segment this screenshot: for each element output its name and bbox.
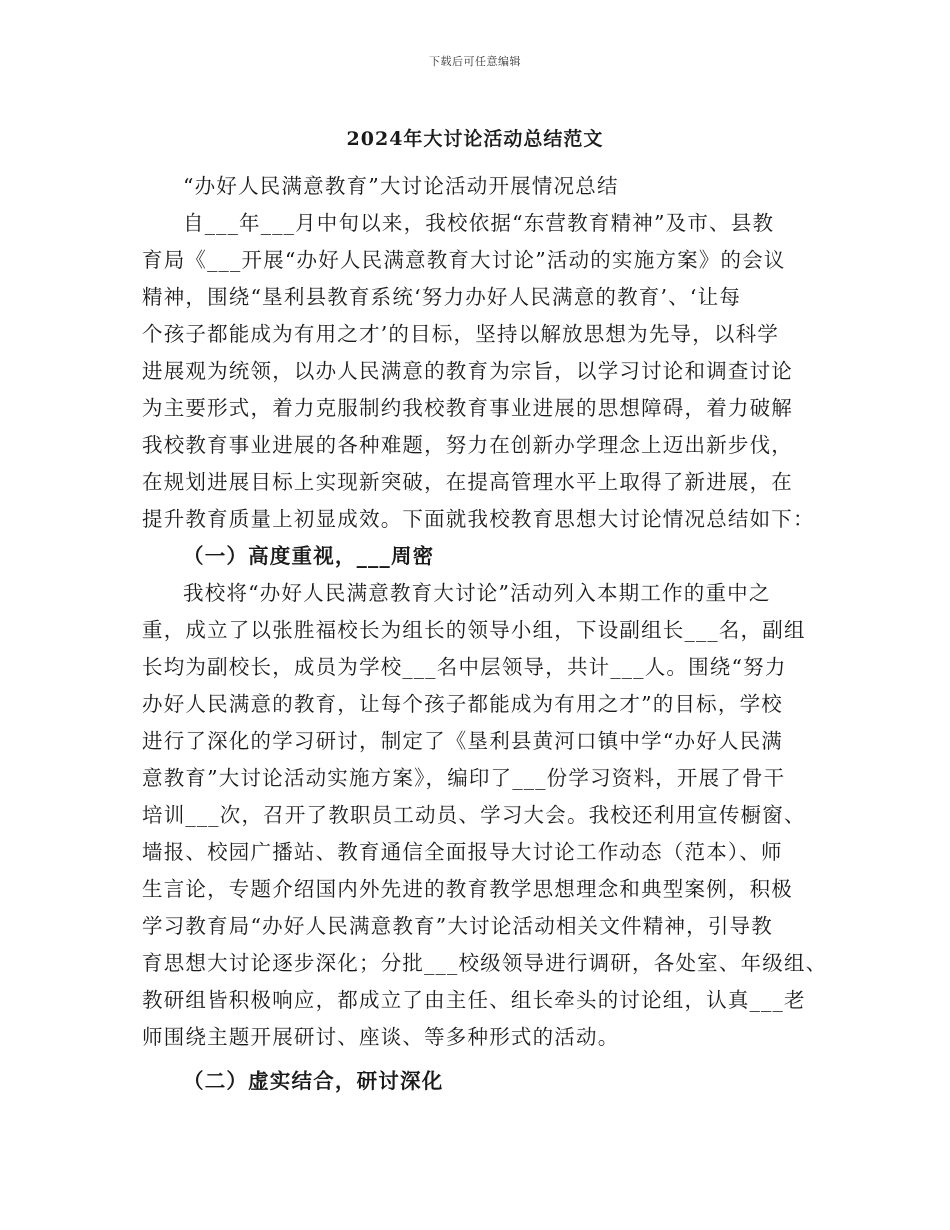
text-line: 教研组皆积极响应，都成立了由主任、组长牵头的讨论组，认真___老 (142, 988, 806, 1012)
text-line: 我校将“办好人民满意教育大讨论”活动列入本期工作的重中之 (183, 581, 771, 605)
section-heading-2: （二）虚实结合，研讨深化 (183, 1069, 444, 1093)
section-heading-1: （一）高度重视，___周密 (183, 544, 435, 568)
text-line: 墙报、校园广播站、教育通信全面报导大讨论工作动态（范本）、师 (142, 840, 783, 864)
text-line: 育思想大讨论逐步深化；分批___校级领导进行调研，各处室、年级组、 (142, 951, 828, 975)
text-line: 培训___次，召开了教职员工动员、学习大会。我校还利用宣传橱窗、 (142, 803, 806, 827)
text-line: 生言论，专题介绍国内外先进的教育教学思想理念和典型案例，积极 (142, 877, 793, 901)
text-line: 为主要形式，着力克服制约我校教育事业进展的思想障碍，着力破解 (142, 396, 793, 420)
text-line: 在规划进展目标上实现新突破，在提高管理水平上取得了新进展，在 (142, 470, 793, 494)
text-line: 个孩子都能成为有用之才’的目标，坚持以解放思想为先导，以科学 (142, 322, 780, 346)
subtitle: “办好人民满意教育”大讨论活动开展情况总结 (183, 174, 619, 198)
document-body (142, 168, 828, 1100)
document-title: 2024年大讨论活动总结范文 (346, 128, 604, 150)
text-line: 自___年___月中旬以来，我校依据“东营教育精神”及市、县教 (183, 211, 775, 235)
text-line: 提升教育质量上初显成效。下面就我校教育思想大讨论情况总结如下： (142, 507, 815, 531)
text-line: 精神，围绕“垦利县教育系统‘努力办好人民满意的教育’、‘让每 (142, 285, 742, 309)
text-line: 进行了深化的学习研讨，制定了《垦利县黄河口镇中学“办好人民满 (142, 729, 783, 753)
text-line: 我校教育事业进展的各种难题，努力在创新办学理念上迈出新步伐， (142, 433, 793, 457)
text-line: 办好人民满意的教育，让每个孩子都能成为有用之才”的目标，学校 (142, 692, 783, 716)
paragraph-1 (142, 205, 815, 538)
text-line: 重，成立了以张胜福校长为组长的领导小组，下设副组长___名，副组 (142, 618, 806, 642)
text-line: 师围绕主题开展研讨、座谈、等多种形式的活动。 (142, 1025, 620, 1049)
text-line: 进展观为统领，以办人民满意的教育为宗旨，以学习讨论和调查讨论 (142, 359, 793, 383)
header-note: 下载后可任意编辑 (429, 55, 521, 68)
text-line: 意教育”大讨论活动实施方案》，编印了___份学习资料，开展了骨干 (142, 766, 786, 790)
paragraph-2 (142, 575, 828, 1056)
text-line: 长均为副校长，成员为学校___名中层领导，共计___人。围绕“努力 (142, 655, 787, 679)
text-line: 育局《___开展“办好人民满意教育大讨论”活动的实施方案》的会议 (142, 248, 786, 272)
text-line: 学习教育局“办好人民满意教育”大讨论活动相关文件精神，引导教 (142, 914, 773, 938)
